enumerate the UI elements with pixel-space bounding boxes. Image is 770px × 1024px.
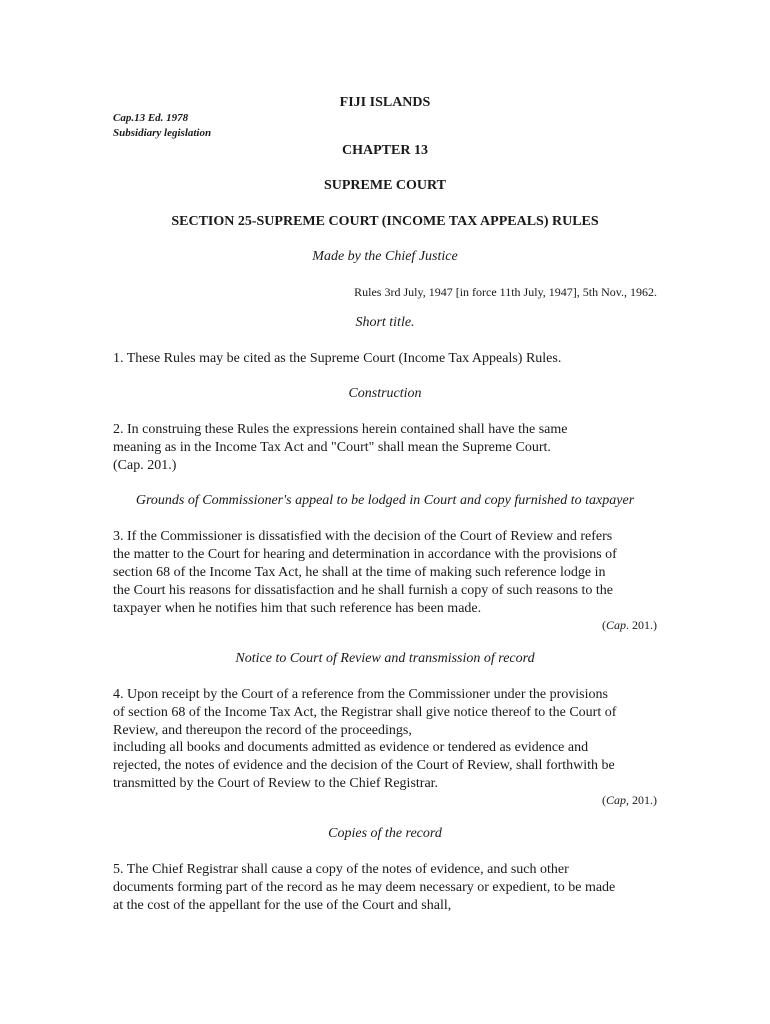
paragraph-line: including all books and documents admitted as evidence or tendered as evidence and [113,740,589,755]
citation-rest: , 201.) [626,793,657,807]
citation-cap: Cap [605,618,626,632]
chapter-heading: CHAPTER 13 [342,143,428,158]
citation-rest: . 201.) [626,618,657,632]
paragraph-line: 1. These Rules may be cited as the Supreme Court (Income Tax Appeals) Rules. [113,351,562,366]
paragraph-line: 3. If the Commissioner is dissatisfied with the decision of the Court of Review and refers [113,529,613,544]
section-heading: Construction [348,386,422,401]
paragraph-line: meaning as in the Income Tax Act and "Court" shall mean the Supreme Court. [113,440,551,455]
paragraph-line: rejected, the notes of evidence and the decision of the Court of Review, shall forthwith be [113,758,615,773]
paragraph-line: the matter to the Court for hearing and determination in accordance with the provisions of [113,547,617,562]
paragraph-line: (Cap. 201.) [113,458,177,473]
paragraph-line: of section 68 of the Income Tax Act, the Registrar shall give notice thereof to the Court of [113,705,617,720]
cap-edition: Cap.13 Ed. 1978 [113,112,189,124]
section-heading: Notice to Court of Review and transmission of record [235,651,535,666]
paragraph-line: 4. Upon receipt by the Court of a reference from the Commissioner under the provisions [113,687,608,702]
paragraph-line: at the cost of the appellant for the use of the Court and shall, [113,898,452,913]
country-heading: FIJI ISLANDS [339,95,431,110]
paragraph-line: transmitted by the Court of Review to the Chief Registrar. [113,776,439,791]
act-title: SUPREME COURT [323,178,446,193]
citation-prefix: ( [601,618,606,632]
made-by-line: Made by the Chief Justice [312,249,458,264]
citation-cap: Cap [605,793,626,807]
paragraph-line: taxpayer when he notifies him that such reference has been made. [113,601,482,616]
citation-prefix: ( [601,793,606,807]
paragraph-line: documents forming part of the record as he may deem necessary or expedient, to be made [113,880,616,895]
paragraph-line: 2. In construing these Rules the expressions herein contained shall have the same [113,422,568,437]
section-title: SECTION 25-SUPREME COURT (INCOME TAX APPEALS) RULES [171,214,599,229]
section-heading: Copies of the record [328,826,442,841]
paragraph-line: Review, and thereupon the record of the proceedings, [113,723,412,738]
citation [400,617,657,633]
paragraph-line: section 68 of the Income Tax Act, he shall at the time of making such reference lodge in [113,565,606,580]
legislation-type: Subsidiary legislation [113,127,212,139]
paragraph-line: 5. The Chief Registrar shall cause a copy of the notes of evidence, and such other [113,862,569,877]
rules-dates: Rules 3rd July, 1947 [in force 11th July, 1947], 5th Nov., 1962. [354,285,657,299]
citation [400,792,657,808]
section-heading: Short title. [355,315,415,330]
section-heading: Grounds of Commissioner's appeal to be lodged in Court and copy furnished to taxpayer [135,493,635,508]
paragraph-line: the Court his reasons for dissatisfaction and he shall furnish a copy of such reasons to the [113,583,614,598]
